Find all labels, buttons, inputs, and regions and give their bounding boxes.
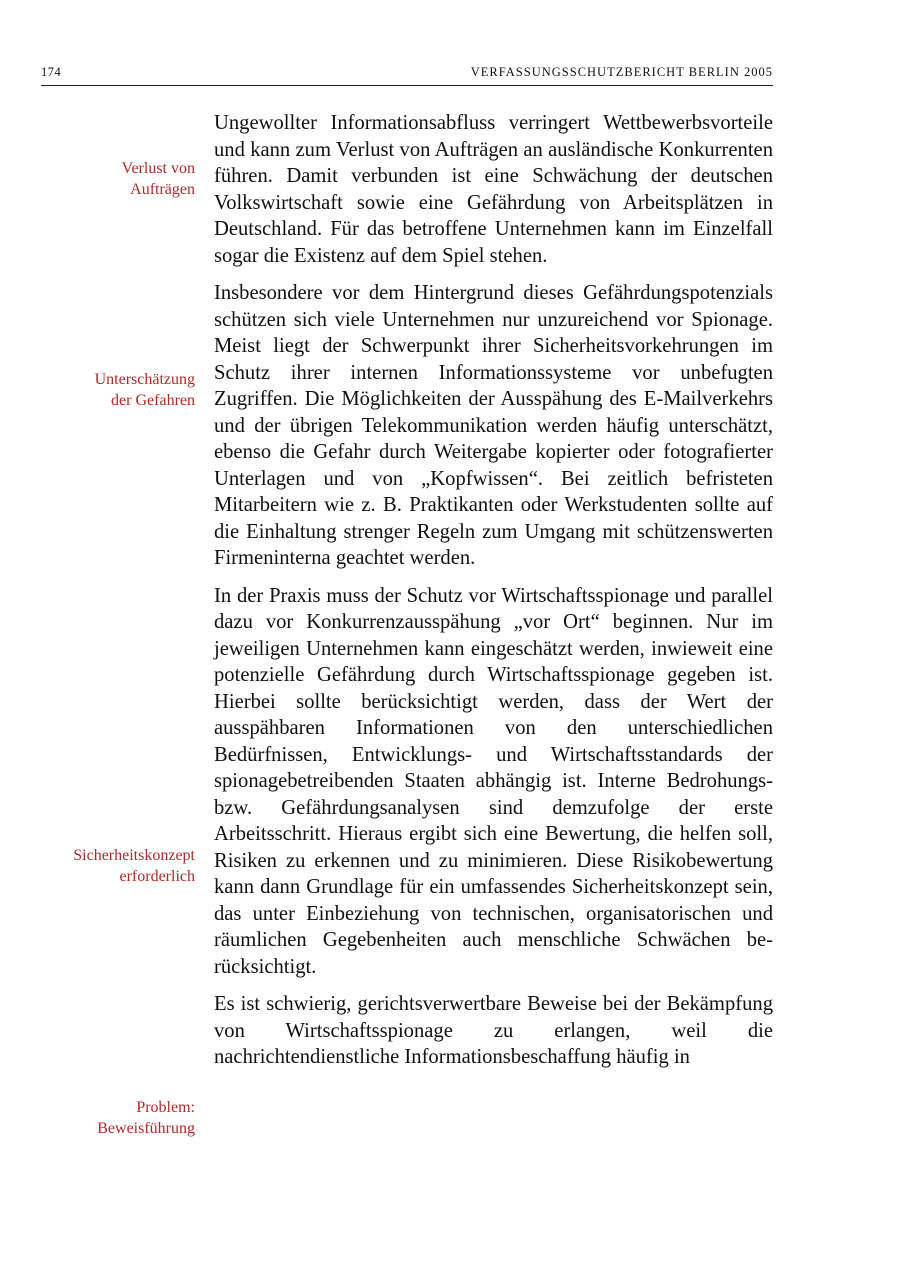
margin-note-line: Aufträgen — [130, 181, 195, 198]
margin-note-line: Sicherheitskonzept — [73, 847, 195, 864]
margin-note-line: Unterschätzung — [94, 371, 195, 388]
running-header — [41, 63, 773, 86]
margin-note-line: erforderlich — [119, 868, 195, 885]
paragraph: Es ist schwierig, gerichtsverwertbare Beweise bei der Bekämpfung von Wirtschaftsspionage zu erlangen, weil die nachrichtendienstliche Informationsbeschaffung häufig in — [214, 993, 773, 1068]
margin-note-line: Verlust von — [121, 160, 195, 177]
margin-note-verlust — [0, 158, 195, 200]
margin-note-line: der Gefahren — [111, 392, 195, 409]
page-number: 174 — [41, 65, 62, 79]
margin-note-line: Beweisführung — [97, 1120, 195, 1137]
margin-note-sicherheitskonzept — [0, 845, 195, 887]
running-title: VERFASSUNGSSCHUTZBERICHT BERLIN 2005 — [470, 65, 773, 79]
paragraph: In der Praxis muss der Schutz vor Wirtschaftsspionage und parallel dazu vor Konkurrenzausspähung „vor Ort“ beginnen. Nur im jeweiligen Unternehmen kann eingeschätzt werden, inwieweit eine potenzielle Gefährdung durch Wirtschaftsspionage gegeben ist. Hierbei sollte berücksichtigt werden, dass der Wert der ausspähbaren Informationen von den unterschiedlichen Bedürfnissen, Entwicklungs- und Wirtschaftsstandards der spionagebetreibenden Staaten abhängig ist. Interne Bedrohungs- bzw. Gefährdungsanalysen sind demzufolge der erste Arbeitsschritt. Hieraus ergibt sich eine Bewertung, die helfen soll, Risiken zu erkennen und zu minimieren. Diese Risikobewertung kann dann Grundlage für ein umfassendes Sicherheitskonzept sein, das unter Einbeziehung von technischen, organisatorischen und räumlichen Gegebenheiten auch menschliche Schwächen berücksichtigt. — [214, 584, 773, 978]
body-text — [214, 110, 773, 1082]
paragraph: Ungewollter Informationsabfluss verringert Wettbewerbsvorteile und kann zum Verlust von Aufträgen an ausländische Konkurrenten führen. Damit verbunden ist eine Schwächung der deutschen Volkswirtschaft sowie eine Gefährdung von Arbeitsplätzen in Deutschland. Für das betroffene Unternehmen kann im Einzelfall sogar die Existenz auf dem Spiel stehen. — [214, 112, 773, 267]
margin-note-beweisfuehrung — [0, 1097, 195, 1139]
paragraph: Insbesondere vor dem Hintergrund dieses Gefährdungspotenzials schützen sich viele Unternehmen nur unzureichend vor Spionage. Meist liegt der Schwerpunkt ihrer Sicherheitsvorkehrungen im Schutz ihrer internen Informationssysteme vor unbefugten Zugriffen. Die Möglichkeiten der Ausspähung des E-Mailverkehrs und der übrigen Telekommunikation werden häufig unterschätzt, ebenso die Gefahr durch Weitergabe kopierter oder fotografierter Unterlagen und von „Kopfwissen“. Bei zeitlich befristeten Mitarbeitern wie z. B. Praktikanten oder Werkstudenten sollte auf die Einhaltung strenger Regeln zum Umgang mit schützenswerten Firmeninterna geachtet werden. — [214, 282, 773, 569]
margin-note-line: Problem: — [136, 1099, 195, 1116]
margin-note-unterschaetzung — [0, 369, 195, 411]
